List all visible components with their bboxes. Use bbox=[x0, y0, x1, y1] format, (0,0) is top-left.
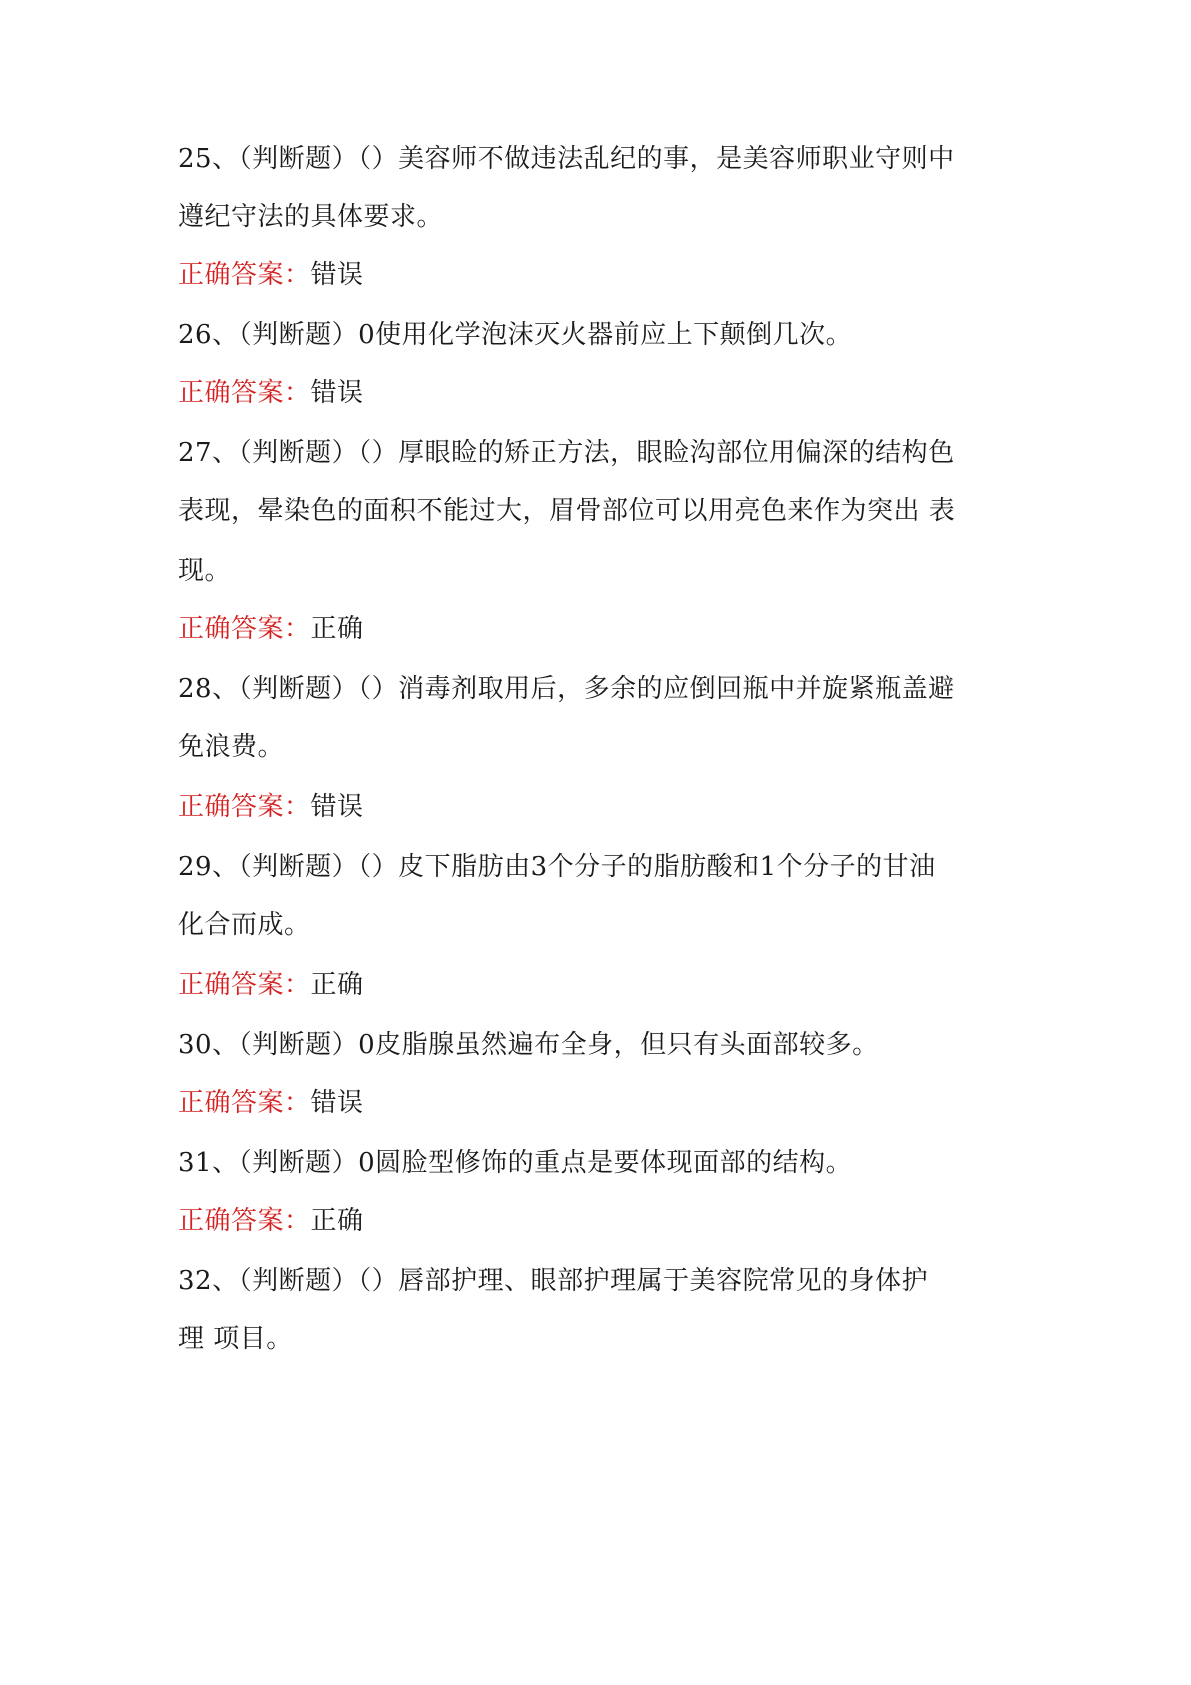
question-28-line-2: 免浪费。 bbox=[178, 732, 285, 762]
answer-31 bbox=[178, 1204, 1018, 1238]
question-29-line-2: 化合而成。 bbox=[178, 910, 311, 940]
answer-25 bbox=[178, 258, 1018, 292]
answer-label: 正确答案： bbox=[178, 1088, 311, 1118]
question-27-line-1: 27、（判断题）（）厚眼睑的矫正方法，眼睑沟部位用偏深的结构色 bbox=[178, 438, 955, 468]
question-27-line-3: 现。 bbox=[178, 556, 232, 586]
answer-30 bbox=[178, 1086, 1018, 1120]
answer-value: 错误 bbox=[310, 378, 364, 408]
answer-29 bbox=[178, 968, 1018, 1002]
question-26-line-1: 26、（判断题）0使用化学泡沫灭火器前应上下颠倒几次。 bbox=[178, 320, 853, 350]
answer-value: 错误 bbox=[310, 792, 364, 822]
question-25-line-1: 25、（判断题）（）美容师不做违法乱纪的事，是美容师职业守则中 bbox=[178, 144, 955, 174]
answer-label: 正确答案： bbox=[178, 260, 311, 290]
question-28-line-1: 28、（判断题）（）消毒剂取用后，多余的应倒回瓶中并旋紧瓶盖避 bbox=[178, 674, 955, 704]
answer-label: 正确答案： bbox=[178, 1206, 311, 1236]
answer-label: 正确答案： bbox=[178, 614, 311, 644]
answer-26 bbox=[178, 376, 1018, 410]
answer-label: 正确答案： bbox=[178, 378, 311, 408]
question-27-line-2: 表现，晕染色的面积不能过大，眉骨部位可以用亮色来作为突出 表 bbox=[178, 496, 956, 526]
answer-label: 正确答案： bbox=[178, 792, 311, 822]
answer-label: 正确答案： bbox=[178, 970, 311, 1000]
answer-28 bbox=[178, 790, 1018, 824]
question-32-line-1: 32、（判断题）（）唇部护理、眼部护理属于美容院常见的身体护 bbox=[178, 1266, 929, 1296]
answer-value: 错误 bbox=[310, 260, 364, 290]
question-25-line-2: 遵纪守法的具体要求。 bbox=[178, 202, 444, 232]
question-30-line-1: 30、（判断题）0皮脂腺虽然遍布全身，但只有头面部较多。 bbox=[178, 1030, 879, 1060]
answer-value: 正确 bbox=[310, 614, 364, 644]
answer-27 bbox=[178, 612, 1018, 646]
answer-value: 正确 bbox=[310, 1206, 364, 1236]
question-29-line-1: 29、（判断题）（）皮下脂肪由3个分子的脂肪酸和1个分子的甘油 bbox=[178, 852, 936, 882]
answer-value: 错误 bbox=[310, 1088, 364, 1118]
question-32-line-2: 理 项目。 bbox=[178, 1324, 293, 1354]
answer-value: 正确 bbox=[310, 970, 364, 1000]
question-31-line-1: 31、（判断题）0圆脸型修饰的重点是要体现面部的结构。 bbox=[178, 1148, 853, 1178]
